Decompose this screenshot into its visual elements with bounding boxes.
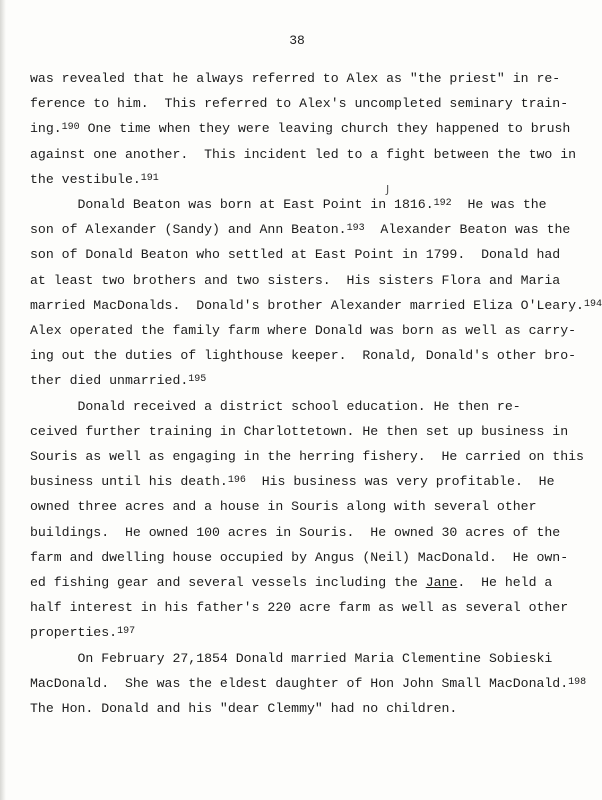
text-line xyxy=(30,624,570,644)
pencil-mark: J xyxy=(386,183,390,196)
text-line xyxy=(30,171,570,191)
line-text: son of Alexander (Sandy) and Ann Beaton. xyxy=(30,222,347,238)
footnote-marker: 190 xyxy=(61,122,80,134)
text-line xyxy=(30,700,570,718)
footnote-marker: 194 xyxy=(583,298,602,310)
text-line xyxy=(30,448,584,466)
line-text: ing out the duties of lighthouse keeper. Ronald, Donald's other bro- xyxy=(30,348,577,364)
line-text: business until his death. xyxy=(30,474,228,490)
line-text: ed fishing gear and several vessels including the xyxy=(30,575,426,590)
underlined-vessel-name: Jane xyxy=(425,575,458,590)
line-text: buildings. He owned 100 acres in Souris. He owned 30 acres of the xyxy=(30,524,561,540)
line-text: against one another. This incident led to a fight between the two in xyxy=(30,146,577,162)
line-text: farm and dwelling house occupied by Angus (Neil) MacDonald. He own- xyxy=(30,549,569,565)
text-line xyxy=(30,95,570,113)
line-text: Donald Beaton was born at East Point in 1816. xyxy=(30,197,434,212)
footnote-marker: 191 xyxy=(140,172,159,184)
footnote-marker: 195 xyxy=(188,374,207,386)
line-text: The Hon. Donald and his "dear Clemmy" had no children. xyxy=(30,701,458,716)
text-line xyxy=(30,196,570,216)
line-text: half interest in his father's 220 acre farm as well as several other xyxy=(30,600,569,616)
text-line xyxy=(30,599,570,617)
text-line xyxy=(30,398,570,416)
footnote-marker: 196 xyxy=(227,475,246,487)
text-line xyxy=(30,372,570,392)
text-line xyxy=(30,272,570,290)
text-line xyxy=(30,650,570,668)
line-text: was revealed that he always referred to Alex as "the priest" in re- xyxy=(30,71,561,86)
text-line xyxy=(30,146,577,164)
line-text-continued: . He held a xyxy=(457,575,553,590)
footnote-marker: 197 xyxy=(117,626,136,638)
text-line xyxy=(30,322,577,340)
line-text: son of Donald Beaton who settled at East Point in 1799. Donald had xyxy=(30,247,561,263)
line-text-continued: One time when they were leaving church they happened to brush xyxy=(79,121,571,137)
text-line xyxy=(30,675,587,695)
line-text: the vestibule. xyxy=(30,171,141,187)
footnote-marker: 198 xyxy=(568,676,587,688)
text-line xyxy=(30,221,570,241)
line-text: owned three acres and a house in Souris along with several other xyxy=(30,499,537,515)
page-edge-shadow xyxy=(0,0,6,800)
text-line xyxy=(30,423,570,441)
text-line xyxy=(30,70,570,88)
line-text: MacDonald. She was the eldest daughter of Hon John Small MacDonald. xyxy=(30,675,569,691)
text-line xyxy=(30,524,570,542)
text-line xyxy=(30,574,570,592)
line-text: at least two brothers and two sisters. His sisters Flora and Maria xyxy=(30,272,561,288)
line-text: On February 27,1854 Donald married Maria Clementine Sobieski xyxy=(30,650,553,666)
line-text-continued: He was the xyxy=(451,197,547,212)
line-text-continued: His business was very profitable. He xyxy=(245,474,555,490)
line-text: ceived further training in Charlottetown. He then set up business in xyxy=(30,423,569,439)
text-line xyxy=(30,246,570,264)
line-text: Alex operated the family farm where Donald was born as well as carry- xyxy=(30,323,577,338)
text-line xyxy=(30,549,570,567)
footnote-marker: 192 xyxy=(433,198,452,209)
text-line xyxy=(30,347,577,365)
text-line xyxy=(30,473,570,493)
line-text: ference to him. This referred to Alex's uncompleted seminary train- xyxy=(30,96,569,112)
line-text: ther died unmarried. xyxy=(30,373,189,389)
footnote-marker: 193 xyxy=(346,223,365,235)
line-text: Donald received a district school education. He then re- xyxy=(30,398,521,414)
line-text-continued: Alexander Beaton was the xyxy=(364,222,571,238)
text-line xyxy=(30,498,570,516)
line-text: ing. xyxy=(30,121,62,137)
text-line xyxy=(30,297,602,317)
line-text: properties. xyxy=(30,625,118,641)
page-number: 38 xyxy=(289,33,305,48)
line-text: married MacDonalds. Donald's brother Alexander married Eliza O'Leary. xyxy=(30,297,584,313)
text-line xyxy=(30,120,570,140)
line-text: Souris as well as engaging in the herring fishery. He carried on this xyxy=(30,449,584,464)
